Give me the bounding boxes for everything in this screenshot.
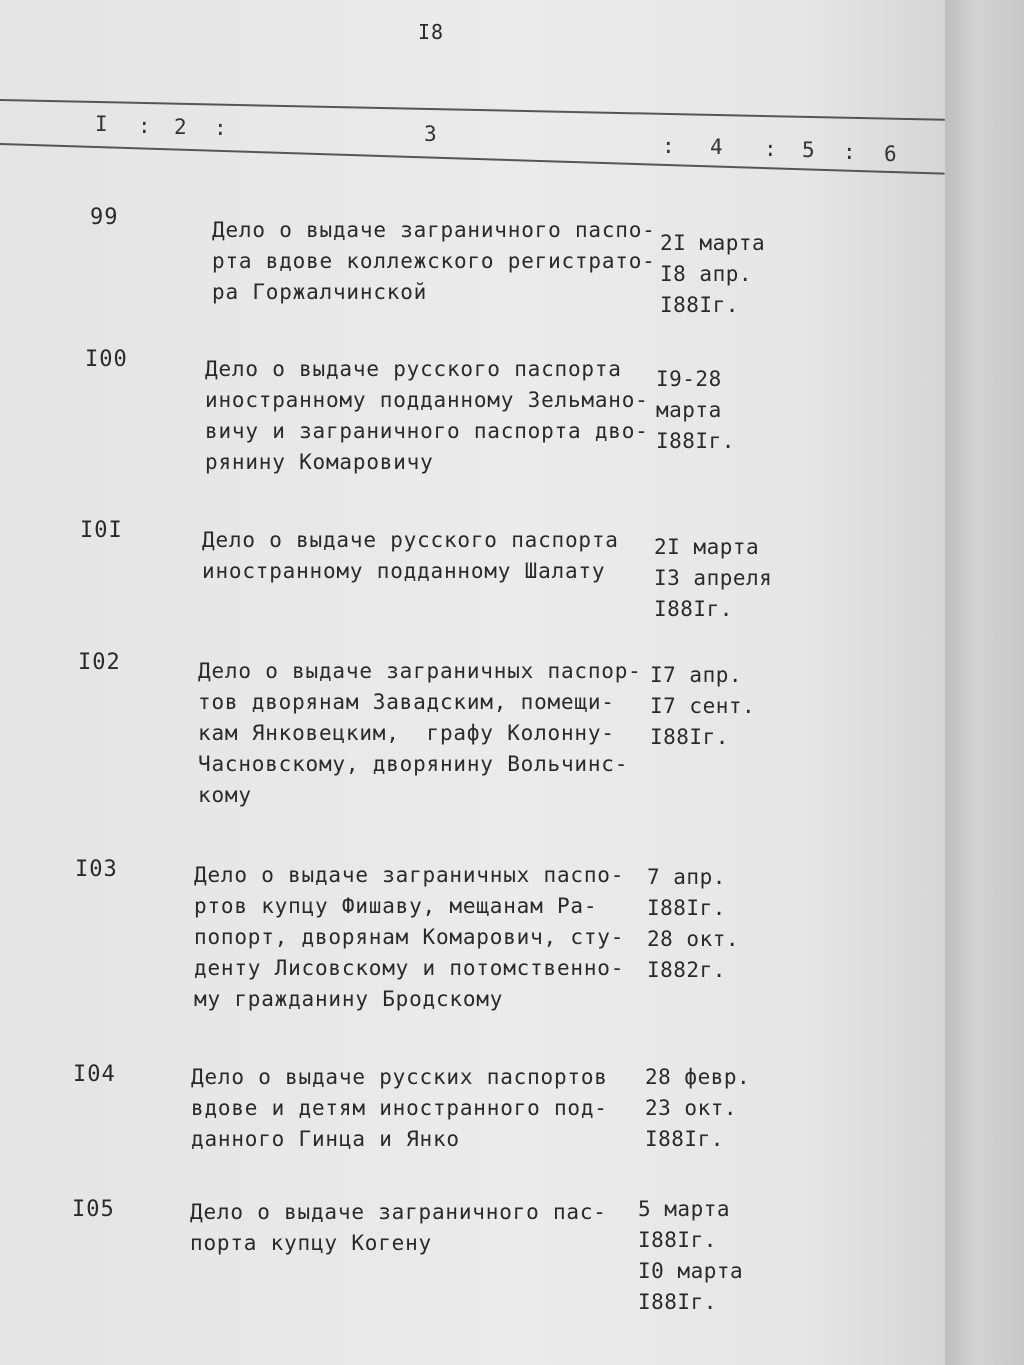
description-line: иностранному подданному Шалату — [202, 559, 606, 583]
header-separator: : — [214, 116, 227, 140]
entry-number: I0I — [80, 518, 123, 543]
entry-number: I03 — [75, 857, 118, 882]
header-col-3: 3 — [424, 122, 437, 146]
date-line: I88Iг. — [656, 429, 735, 453]
description-line: тов дворянам Завадским, помещи- — [198, 690, 615, 714]
description-line: му гражданину Бродскому — [194, 987, 504, 1011]
date-line: I882г. — [647, 958, 726, 982]
date-line: I3 апреля — [654, 566, 773, 590]
description-line: Дело о выдаче заграничного пас- — [190, 1200, 607, 1224]
entry-dates — [650, 660, 755, 753]
date-line: I88Iг. — [660, 293, 739, 317]
date-line: I7 сент. — [650, 694, 756, 718]
header-separator: : — [843, 140, 856, 164]
description-line: вичу и заграничного паспорта дво- — [205, 419, 649, 443]
description-line: Дело о выдаче русских паспортов — [191, 1065, 608, 1089]
description-line: вдове и детям иностранного под- — [191, 1096, 608, 1120]
entry-number: I00 — [85, 347, 128, 372]
date-line: I88Iг. — [654, 597, 733, 621]
entry-number: I05 — [72, 1197, 115, 1222]
description-line: Дело о выдаче заграничных паспор- — [198, 659, 642, 683]
date-line: 5 марта — [638, 1197, 731, 1221]
date-line: I7 апр. — [650, 663, 743, 687]
description-line: кам Янковецким, графу Колонну- — [198, 721, 615, 745]
page-number: I8 — [418, 20, 445, 44]
entry-description — [198, 656, 642, 811]
date-line: 23 окт. — [645, 1096, 738, 1120]
entry-dates — [638, 1194, 743, 1318]
date-line: I88Iг. — [645, 1127, 724, 1151]
entry-number: I04 — [73, 1062, 116, 1087]
description-line: ртов купцу Фишаву, мещанам Ра- — [194, 894, 598, 918]
date-line: I0 марта — [638, 1259, 744, 1283]
date-line: 28 окт. — [647, 927, 740, 951]
description-line: рта вдове коллежского регистрато- — [212, 249, 656, 273]
entry-description — [194, 860, 624, 1015]
description-line: ра Горжалчинской — [212, 280, 428, 304]
header-col-1: I — [95, 112, 108, 136]
date-line: I88Iг. — [638, 1228, 717, 1252]
entry-number: I02 — [78, 650, 121, 675]
description-line: Дело о выдаче русского паспорта — [202, 528, 619, 552]
entry-dates — [656, 364, 735, 457]
entry-dates — [660, 228, 765, 321]
header-separator: : — [662, 134, 675, 158]
date-line: 2I марта — [660, 231, 766, 255]
date-line: марта — [656, 398, 722, 422]
entry-description — [190, 1197, 607, 1259]
entry-description — [202, 525, 619, 587]
entry-description — [191, 1062, 608, 1155]
description-line: данного Гинца и Янко — [191, 1127, 460, 1151]
header-separator: : — [764, 137, 777, 161]
date-line: I88Iг. — [638, 1290, 717, 1314]
description-line: кому — [198, 783, 252, 807]
entry-number: 99 — [90, 205, 119, 230]
date-line: 7 апр. — [647, 865, 726, 889]
description-line: Дело о выдаче заграничного паспо- — [212, 218, 656, 242]
description-line: Часновскому, дворянину Вольчинс- — [198, 752, 629, 776]
date-line: 2I марта — [654, 535, 760, 559]
date-line: I88Iг. — [650, 725, 729, 749]
description-line: Дело о выдаче русского паспорта — [205, 357, 622, 381]
entry-dates — [645, 1062, 750, 1155]
date-line: 28 февр. — [645, 1065, 751, 1089]
entry-description — [205, 354, 649, 478]
header-separator: : — [138, 114, 151, 138]
entry-dates — [647, 862, 739, 986]
date-line: I8 апр. — [660, 262, 753, 286]
description-line: рянину Комаровичу — [205, 450, 434, 474]
description-line: порта купцу Когену — [190, 1231, 432, 1255]
entry-dates — [654, 532, 772, 625]
description-line: иностранному подданному Зельмано- — [205, 388, 649, 412]
date-line: I88Iг. — [647, 896, 726, 920]
header-col-4: 4 — [710, 135, 723, 159]
date-line: I9-28 — [656, 367, 722, 391]
description-line: денту Лисовскому и потомственно- — [194, 956, 625, 980]
description-line: Дело о выдаче заграничных паспо- — [194, 863, 625, 887]
description-line: попорт, дворянам Комарович, сту- — [194, 925, 625, 949]
entry-description — [212, 215, 656, 308]
header-col-6: 6 — [884, 142, 897, 166]
page-edge — [945, 0, 1024, 1365]
header-col-5: 5 — [802, 138, 815, 162]
header-col-2: 2 — [174, 115, 187, 139]
